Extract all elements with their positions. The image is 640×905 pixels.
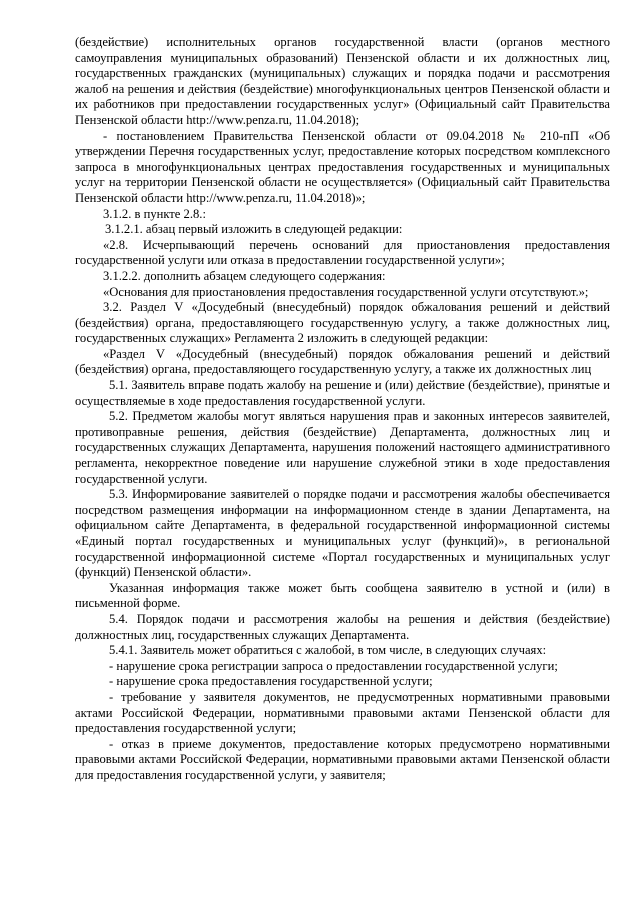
paragraph: 5.1. Заявитель вправе подать жалобу на решение и (или) действие (бездействие), принятые и осуществляемые в ходе предоставления государственной услуги. xyxy=(75,378,610,408)
paragraph: 3.2. Раздел V «Досудебный (внесудебный) порядок обжалования решений и действий (бездействия) органа, предоставляющего государственную услугу, а также должностных лиц, государственных служащих» Регламента 2 изложить в следующей редакции: xyxy=(75,300,610,346)
paragraph: 3.1.2. в пункте 2.8.: xyxy=(103,206,206,221)
paragraph: - нарушение срока предоставления государственной услуги; xyxy=(109,674,433,689)
paragraph: Указанная информация также может быть сообщена заявителю в устной и (или) в письменной форме. xyxy=(75,580,610,611)
paragraph: - отказ в приеме документов, предоставление которых предусмотрено нормативными правовыми актами Российской Федерации, нормативными правовыми актами Пензенской области для предоставления государственной услуги, у заявителя; xyxy=(75,736,610,782)
paragraph: 3.1.2.1. абзац первый изложить в следующей редакции: xyxy=(105,222,403,237)
paragraph: (бездействие) исполнительных органов государственной власти (органов местного самоуправления муниципальных образований) Пензенской области и их должностных лиц, государственных гражданских (муниципальных) служащих и порядка подачи и рассмотрения жалоб на решения и действия (бездействие) многофункциональных центров Пензенской области и их работников при предоставлении государственных услуг» (Официальный сайт Правительства Пензенской области http://www.penza.ru, 11.04.2018); xyxy=(75,35,610,127)
paragraph: - нарушение срока регистрации запроса о предоставлении государственной услуги; xyxy=(109,658,558,673)
paragraph: - требование у заявителя документов, не предусмотренных нормативными правовыми актами Российской Федерации, нормативными правовыми актами Пензенской области для предоставления государственной услуги; xyxy=(75,689,610,736)
paragraph: 5.2. Предметом жалобы могут являться нарушения прав и законных интересов заявителей, противоправные решения, действия (бездействие) Департамента, должностных лиц и государственных служащих Департамента, нарушения положений настоящего административного регламента, некорректное поведение или нарушение служебной этики в ходе предоставления государственной услуги. xyxy=(75,409,610,486)
paragraph: «Основания для приостановления предоставления государственной услуги отсутствуют.»; xyxy=(103,284,589,299)
paragraph: 5.3. Информирование заявителей о порядке подачи и рассмотрения жалобы обеспечивается посредством размещения информации на информационном стенде в здании Департамента, на официальном сайте Департамента, в федеральной государственной информационной системы «Единый портал государственных и муниципальных услуг (функций)», в региональной государственной информационной системе «Портал государственных и муниципальных услуг (функций) Пензенской области». xyxy=(75,487,610,580)
paragraph: - постановлением Правительства Пензенской области от 09.04.2018 № 210-пП «Об утверждении Перечня государственных услуг, предоставление которых посредством комплексного запроса в многофункциональных центрах предоставления государственных и муниципальных услуг на территории Пензенской области не осуществляется» (Официальный сайт Правительства Пензенской области http://www.penza.ru, 11.04.2018)»; xyxy=(75,128,610,205)
paragraph: «Раздел V «Досудебный (внесудебный) порядок обжалования решений и действий (бездействия) органа, предоставляющего государственную услугу, а также их должностных лиц xyxy=(75,346,610,377)
paragraph: 5.4. Порядок подачи и рассмотрения жалобы на решения и действия (бездействие) должностных лиц, государственных служащих Департамента. xyxy=(75,611,610,642)
paragraph: 3.1.2.2. дополнить абзацем следующего содержания: xyxy=(103,268,386,283)
paragraph: «2.8. Исчерпывающий перечень оснований для приостановления предоставления государственной услуги или отказа в предоставлении государственной услуги»; xyxy=(75,237,610,268)
paragraph: 5.4.1. Заявитель может обратиться с жалобой, в том числе, в следующих случаях: xyxy=(109,643,547,658)
